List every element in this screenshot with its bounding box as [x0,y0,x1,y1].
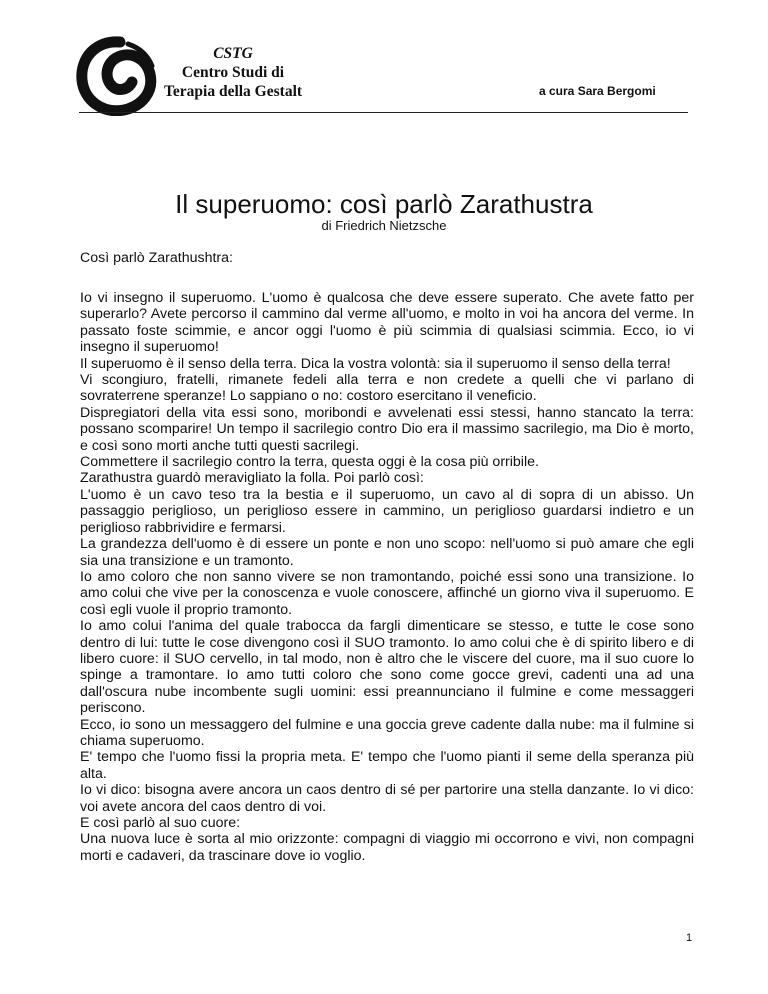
intro-line: Così parlò Zarathushtra: [80,250,233,266]
paragraph: E così parlò al suo cuore: [80,815,241,831]
header-divider [79,112,688,113]
org-line-3: Terapia della Gestalt [163,83,303,100]
paragraph: Commettere il sacrilegio contro la terra, questa oggi è la cosa più orribile. [80,454,539,471]
page-number: 1 [686,932,693,944]
paragraph: Ecco, io sono un messaggero del fulmine e una goccia greve cadente dalla nube: ma il fulmine si chiama superuomo. [80,716,694,749]
org-line-2: Centro Studi di [181,64,285,81]
paragraph: Io vi dico: bisogna avere ancora un caos dentro di sé per partorire una stella danzante. Io vi dico: voi avete ancora del caos dentro di voi. [80,782,694,815]
paragraph: La grandezza dell'uomo è di essere un ponte e non uno scopo: nell'uomo si può amare che egli sia una transizione e un tramonto. [80,536,694,569]
paragraph: Una nuova luce è sorta al mio orizzonte: compagni di viaggio mi occorrono e vivi, non compagni morti e cadaveri, da trascinare dove io voglio. [80,831,694,864]
paragraph: Dispregiatori della vita essi sono, moribondi e avvelenati essi stessi, hanno stancato la terra: possano scomparire! Un tempo il sacrilegio contro Dio era il massimo sacrilegio, ma Dio è morto, e così sono morti anche tutti questi sacrilegi. [80,404,694,454]
paragraph: Io amo colui l'anima del quale trabocca da fargli dimenticare se stesso, e tutte le cose sono dentro di lui: tutte le cose divengono così il SUO tramonto. Io amo colui che è di spirito libero e di libero cuore: il SUO cervello, in tal modo, non è altro che le viscere del cuore, ma il suo cuore lo spinge a tramontare. Io amo tutti coloro che sono come gocce grevi, cadenti una ad una dall'oscura nube incombente sugli uomini: essi preannunciano il fulmine e come messaggeri periscono. [80,618,694,717]
document-title: Il superuomo: così parlò Zarathustra [175,189,593,219]
paragraph: Vi scongiuro, fratelli, rimanete fedeli alla terra e non credete a quelli che vi parlano di sovraterrene speranze! Lo sappiano o no: costoro esercitano il veneficio. [80,372,694,405]
paragraph: Il superuomo è il senso della terra. Dica la vostra volontà: sia il superuomo il senso della terra! [80,355,671,372]
organization-name [148,44,318,101]
paragraph: Io amo coloro che non sanno vivere se non tramontando, poiché essi sono una transizione. Io amo colui che vive per la conoscenza e vuole conoscere, affinché un giorno viva il superuomo. E così egli vuole il proprio tramonto. [80,568,694,618]
document-author: di Friedrich Nietzsche [321,218,447,233]
document-body [80,290,694,864]
curator-credit: a cura Sara Bergomi [539,84,656,98]
paragraph: E' tempo che l'uomo fissi la propria meta. E' tempo che l'uomo pianti il seme della speranza più alta. [80,749,694,782]
paragraph: Zarathustra guardò meravigliato la folla. Poi parlò così: [80,470,424,487]
paragraph: L'uomo è un cavo teso tra la bestia e il superuomo, un cavo al di sopra di un abisso. Un passaggio periglioso, un periglioso essere in cammino, un periglioso guardarsi indietro e un periglioso rabbrividire e fermarsi. [80,486,694,536]
org-acronym: CSTG [213,45,253,62]
paragraph: Io vi insegno il superuomo. L'uomo è qualcosa che deve essere superato. Che avete fatto per superarlo? Avete percorso il cammino dal verme all'uomo, e molto in voi ha ancora del verme. In passato foste scimmie, e ancor oggi l'uomo è più scimmia di qualsiasi scimmia. Ecco, io vi insegno il superuomo! [80,290,694,356]
